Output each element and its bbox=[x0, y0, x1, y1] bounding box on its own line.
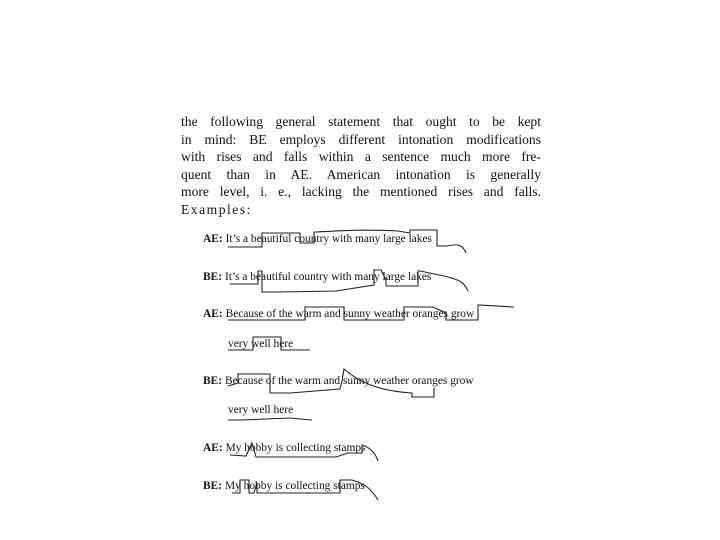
example-tag: BE: bbox=[203, 480, 222, 492]
paragraph-line: the following general statement that ought to be kept bbox=[181, 114, 541, 129]
paragraph-line: in mind: BE employs different intonation modifications bbox=[181, 131, 541, 147]
paragraph-line: with rises and falls within a sentence much more fre- bbox=[181, 149, 541, 165]
contour-ae-stamps bbox=[230, 443, 378, 461]
example-sentence: My hobby is collecting stamps bbox=[225, 480, 365, 492]
example-tag: AE: bbox=[203, 233, 223, 245]
examples-heading: Examples: bbox=[181, 201, 252, 217]
paragraph-line: quent than in AE. American intonation is generally bbox=[181, 166, 541, 182]
example-sentence: Because of the warm and sunny weather oranges grow bbox=[225, 308, 475, 320]
example-sentence: It’s a beautiful country with many large lakes bbox=[225, 271, 432, 283]
example-sentence: My hobby is collecting stamps bbox=[225, 442, 366, 454]
example-tag: BE: bbox=[203, 271, 222, 283]
contour-ae-oranges-line2 bbox=[228, 337, 310, 350]
example-sentence: very well here bbox=[228, 404, 294, 416]
example-sentence: It’s a beautiful country with many large lakes bbox=[225, 233, 432, 245]
contour-be-stamps bbox=[232, 480, 378, 500]
paragraph-line: more level, i. e., lacking the mentioned rises and falls. bbox=[181, 184, 541, 200]
contour-ae-oranges bbox=[225, 305, 514, 320]
example-sentence: Because of the warm and sunny weather oranges grow bbox=[225, 375, 474, 387]
example-tag: AE: bbox=[203, 308, 223, 320]
contour-be-oranges bbox=[228, 369, 434, 397]
contour-ae-lakes bbox=[225, 230, 466, 253]
example-tag: BE: bbox=[203, 375, 222, 387]
example-sentence: very well here bbox=[228, 338, 294, 350]
contour-be-oranges-line2 bbox=[228, 418, 312, 420]
contour-be-lakes bbox=[230, 270, 468, 292]
example-tag: AE: bbox=[203, 442, 223, 454]
